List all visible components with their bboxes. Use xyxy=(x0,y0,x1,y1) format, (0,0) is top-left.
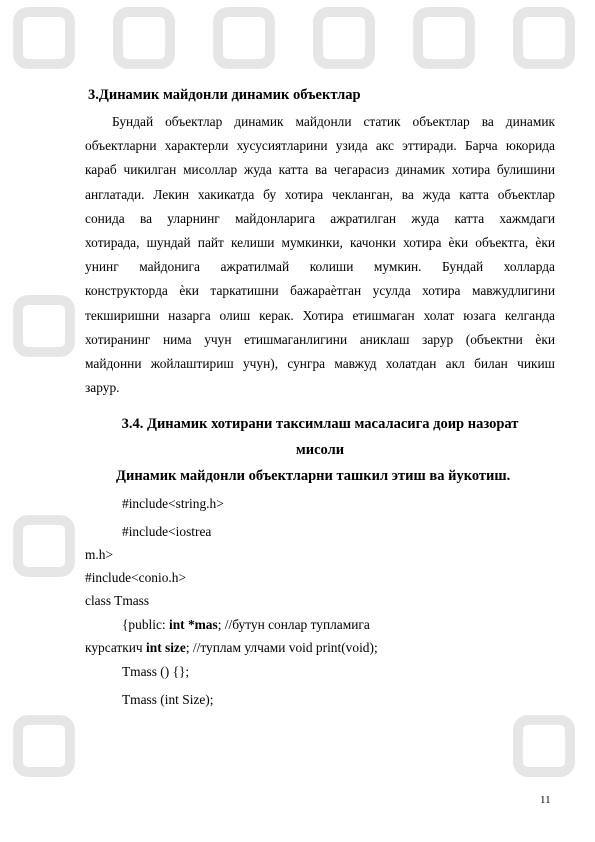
paragraph-line: майдонни жойлаштириш учун), сунгра мавжуд холатдан акл билан чикиш xyxy=(85,355,555,371)
paragraph-line: сонида ва уларнинг майдонларига ажратилган жуда катта хажмдаги xyxy=(85,210,555,226)
code-keyword: int size xyxy=(146,640,186,655)
example-title: Динамик майдонли объектларни ташкил этиш ва йукотиш. xyxy=(116,468,511,484)
paragraph-line: объектларни характерли хусусиятларини узида акс эттиради. Барча юкорида xyxy=(85,138,555,154)
code-line: class Tmass xyxy=(85,593,150,608)
code-line: #include<string.h> xyxy=(122,496,224,511)
paragraph-line: Бундай объектлар динамик майдонли статик объектлар ва динамик xyxy=(112,114,555,129)
code-line: Tmass (int Size); xyxy=(122,692,214,707)
subsection-heading-line1: 3.4. Динамик хотирани таксимлаш масаласига доир назорат xyxy=(121,416,519,432)
code-line: m.h> xyxy=(85,547,114,562)
paragraph-line: англатади. Лекин хакикатда бу хотира чекланган, ва жуда катта объектлар xyxy=(85,186,555,202)
code-line xyxy=(85,640,378,656)
page-number: 11 xyxy=(540,794,551,806)
paragraph-line: зарур. xyxy=(85,380,120,396)
code-comment: ; //бутун сонлар тупламига xyxy=(217,617,370,632)
code-keyword: int *mas xyxy=(168,617,218,632)
code-line xyxy=(122,617,370,633)
code-line: #include<iostrea xyxy=(122,524,212,539)
code-line: Tmass () {}; xyxy=(122,664,190,679)
body-paragraph xyxy=(85,110,555,400)
paragraph-line: унинг майдонига ажратилмай колиши мумкин. Бундай холларда xyxy=(85,259,555,275)
code-line: #include<conio.h> xyxy=(85,570,187,585)
paragraph-line: конструкторда ѐки таркатишни бажараѐтган усулда хотира мавжудлигини xyxy=(85,283,555,299)
section-heading: 3.Динамик майдонли динамик объектлар xyxy=(88,87,361,103)
paragraph-line: текширишни назарга олиш керак. Хотира етишмаган холат юзага келганда xyxy=(85,307,555,323)
paragraph-line: караб чикилган мисоллар жуда катта ва чегарасиз динамик хотира булишини xyxy=(85,162,555,178)
code-comment: ; //туплам улчами void print(void); xyxy=(185,640,378,655)
paragraph-line: хотирада, шундай пайт келиши мумкинки, качонки хотира ѐки объектга, ѐки xyxy=(85,234,555,250)
paragraph-line: хотиранинг нима учун етишмаганлигини аниклаш зарур (объектни ѐки xyxy=(85,331,555,347)
code-text: {public: xyxy=(122,617,169,632)
subsection-heading-line2: мисоли xyxy=(295,442,345,458)
code-text: курсаткич xyxy=(85,640,147,655)
